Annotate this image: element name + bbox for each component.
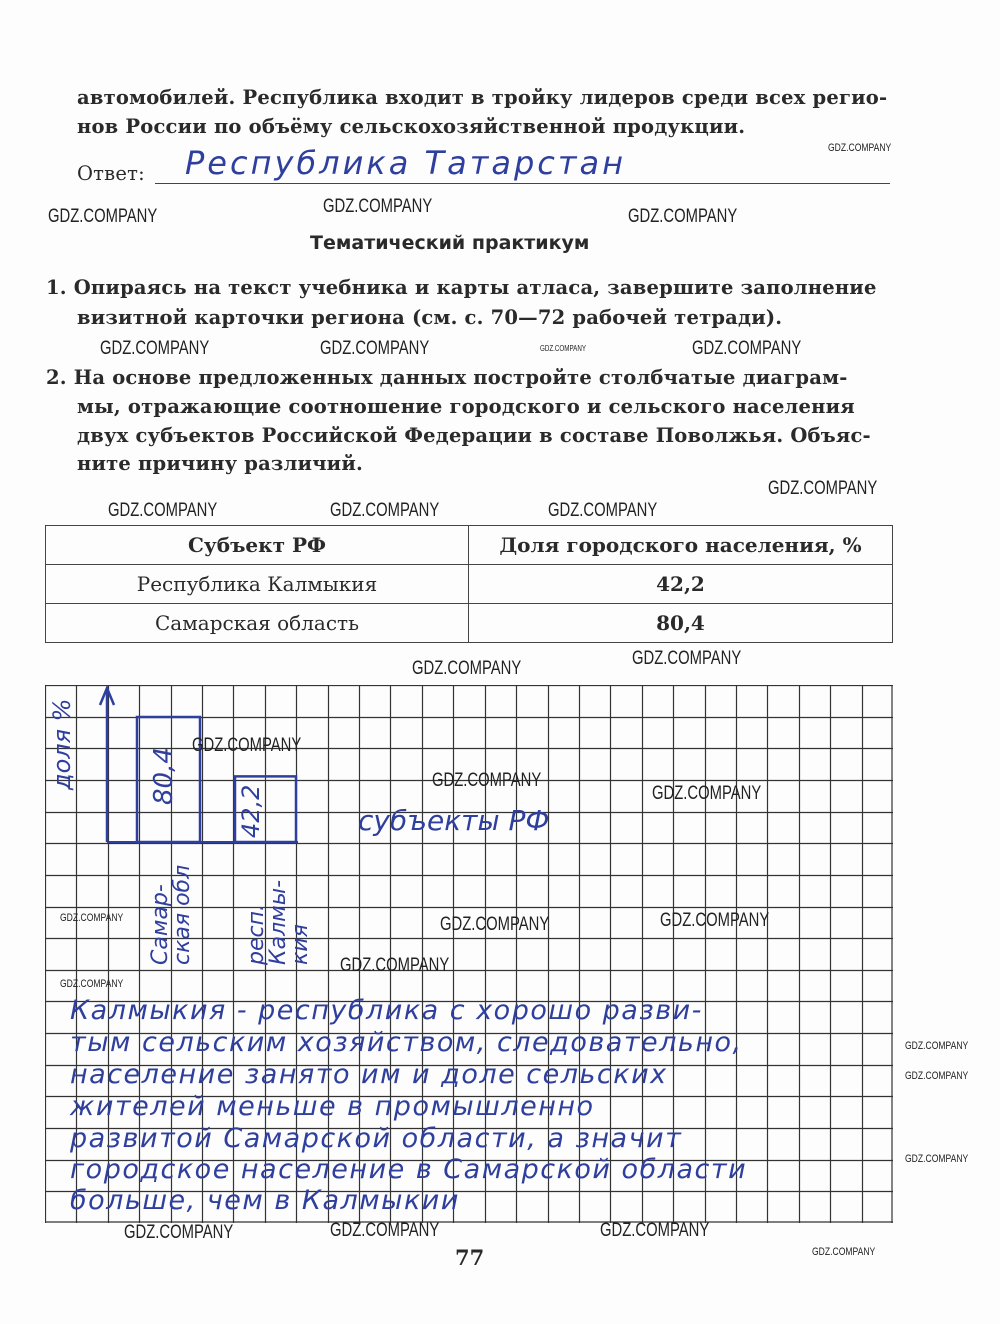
table-cell: Самарская область [46,604,469,643]
table-header: Субъект РФ [46,526,469,565]
watermark: GDZ.COMPANY [323,196,433,217]
answer-line-6: городское население в Самарской области [70,1154,748,1185]
answer-line-5: развитой Самарской области, а значит [70,1123,683,1154]
bar-value-samara: 80,4 [149,747,179,805]
section-title: Тематический практикум [310,232,590,254]
table-cell: 42,2 [469,565,893,604]
watermark: GDZ.COMPANY [108,500,218,521]
watermark: GDZ.COMPANY [432,770,542,791]
watermark: GDZ.COMPANY [600,1220,710,1241]
task-2-line-3: двух субъектов Российской Федерации в составе Поволжья. Объяс- [77,424,871,447]
answer-line-4: жителей меньше в промышленно [70,1091,595,1122]
watermark: GDZ.COMPANY [330,500,440,521]
watermark: GDZ.COMPANY [652,783,762,804]
answer-handwritten: Республика Татарстан [185,144,627,182]
answer-label: Ответ: [77,162,145,185]
watermark: GDZ.COMPANY [440,914,550,935]
task-1-line-2: визитной карточки региона (см. с. 70—72 рабочей тетради). [77,306,783,329]
watermark: GDZ.COMPANY [192,735,302,756]
watermark: GDZ.COMPANY [812,1246,876,1258]
watermark: GDZ.COMPANY [412,658,522,679]
bar-label-samara: Самар-ская обл [148,864,195,965]
watermark: GDZ.COMPANY [540,344,586,353]
watermark: GDZ.COMPANY [632,648,742,669]
intro-line-1: автомобилей. Республика входит в тройку лидеров среди всех регио- [77,86,888,109]
x-axis-label: субъекты РФ [358,804,550,837]
task-2-line-1: 2. На основе предложенных данных постройте столбчатые диаграм- [46,366,848,389]
watermark: GDZ.COMPANY [628,206,738,227]
answer-line-2: тым сельским хозяйством, следовательно, [70,1027,743,1058]
watermark: GDZ.COMPANY [60,978,124,990]
page-number: 77 [455,1245,485,1270]
watermark: GDZ.COMPANY [905,1153,969,1165]
answer-line-3: население занято им и доле сельских [70,1059,668,1090]
task-2-line-4: ните причину различий. [77,452,363,475]
watermark: GDZ.COMPANY [548,500,658,521]
watermark: GDZ.COMPANY [320,338,430,359]
watermark: GDZ.COMPANY [48,206,158,227]
bar-value-kalmykia: 42,2 [237,784,265,838]
watermark: GDZ.COMPANY [692,338,802,359]
watermark: GDZ.COMPANY [660,910,770,931]
task-1-line-1: 1. Опираясь на текст учебника и карты атласа, завершите заполнение [46,276,877,299]
watermark: GDZ.COMPANY [905,1070,969,1082]
watermark: GDZ.COMPANY [340,955,450,976]
y-axis-label: доля % [48,698,76,790]
answer-line-7: больше, чем в Калмыкии [70,1185,460,1216]
watermark: GDZ.COMPANY [330,1220,440,1241]
table-cell: Республика Калмыкия [46,565,469,604]
watermark: GDZ.COMPANY [100,338,210,359]
watermark: GDZ.COMPANY [124,1222,234,1243]
watermark: GDZ.COMPANY [905,1040,969,1052]
watermark: GDZ.COMPANY [768,478,878,499]
table-header: Доля городского населения, % [469,526,893,565]
bar-label-kalmykia: респ. Калмы-кия [244,879,313,965]
watermark: GDZ.COMPANY [60,912,124,924]
table-cell: 80,4 [469,604,893,643]
watermark: GDZ.COMPANY [828,142,892,154]
answer-line-1: Калмыкия - республика с хорошо разви- [70,995,703,1026]
intro-line-2: нов России по объёму сельскохозяйственной продукции. [77,115,746,138]
task-2-line-2: мы, отражающие соотношение городского и сельского населения [77,395,855,418]
